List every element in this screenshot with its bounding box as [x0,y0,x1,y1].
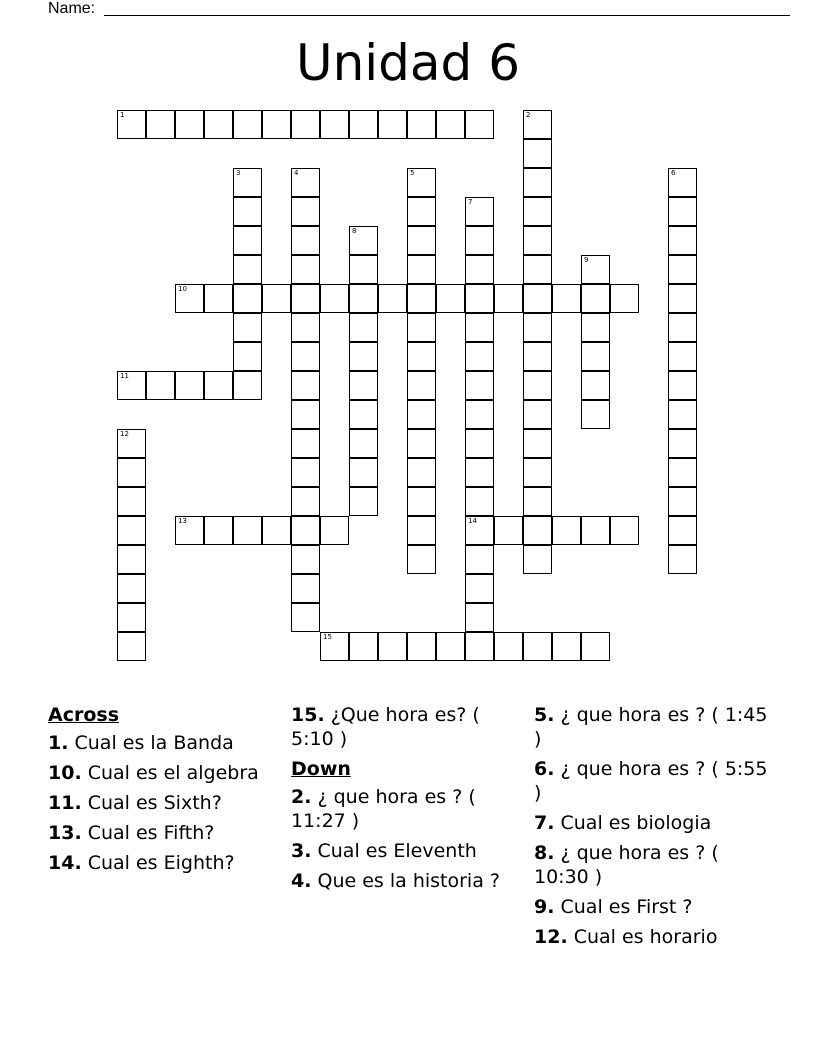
grid-cell[interactable] [407,284,436,313]
clue-column-2 [291,703,516,899]
grid-cell[interactable] [291,603,320,632]
grid-cell[interactable] [668,342,697,371]
cell-number: 9 [584,256,589,264]
clue-column-3 [534,703,774,955]
grid-cell[interactable] [668,284,697,313]
grid-cell[interactable] [407,110,436,139]
cell-number: 11 [120,372,129,380]
grid-cell[interactable] [407,632,436,661]
grid-cell[interactable] [378,284,407,313]
grid-cell[interactable] [175,284,204,313]
grid-cell[interactable] [668,400,697,429]
grid-cell[interactable] [523,458,552,487]
grid-cell[interactable] [117,516,146,545]
grid-cell[interactable] [117,429,146,458]
clue-across-11 [48,791,273,815]
grid-cell[interactable] [668,371,697,400]
grid-cell[interactable] [291,516,320,545]
grid-cell[interactable] [465,545,494,574]
grid-cell[interactable] [204,516,233,545]
grid-cell[interactable] [407,342,436,371]
grid-cell[interactable] [610,284,639,313]
clue-text: Cual es horario [573,926,718,948]
grid-cell[interactable] [581,400,610,429]
grid-cell[interactable] [465,458,494,487]
grid-cell[interactable] [581,632,610,661]
grid-cell[interactable] [465,603,494,632]
grid-cell[interactable] [523,487,552,516]
grid-cell[interactable] [494,632,523,661]
grid-cell[interactable] [436,632,465,661]
grid-cell[interactable] [668,516,697,545]
grid-cell[interactable] [581,284,610,313]
clue-down-9 [534,895,774,919]
grid-cell[interactable] [349,342,378,371]
grid-cell[interactable] [175,371,204,400]
cell-number: 2 [526,111,531,119]
clue-text: Cual es biologia [560,812,712,834]
grid-cell[interactable] [523,545,552,574]
clue-column-1 [48,703,273,881]
grid-cell[interactable] [523,255,552,284]
clue-number: 14. [48,852,82,874]
grid-cell[interactable] [291,255,320,284]
clue-text: Cual es Eighth? [87,852,235,874]
clue-text: ¿ que hora es ? ( 11:27 ) [291,786,476,832]
clue-number: 7. [534,812,555,834]
grid-cell[interactable] [668,197,697,226]
grid-cell[interactable] [581,255,610,284]
grid-cell[interactable] [349,400,378,429]
grid-cell[interactable] [523,284,552,313]
cell-number: 15 [323,633,332,641]
grid-cell[interactable] [175,110,204,139]
page-title: Unidad 6 [296,34,520,92]
grid-cell[interactable] [523,168,552,197]
cell-number: 12 [120,430,129,438]
cell-number: 6 [671,169,676,177]
clue-text: Cual es First ? [560,896,693,918]
clue-number: 9. [534,896,555,918]
grid-cell[interactable] [465,371,494,400]
grid-cell[interactable] [552,284,581,313]
grid-cell[interactable] [494,284,523,313]
grid-cell[interactable] [349,458,378,487]
grid-cell[interactable] [523,110,552,139]
grid-cell[interactable] [349,487,378,516]
grid-cell[interactable] [436,110,465,139]
clue-down-4 [291,869,516,893]
grid-cell[interactable] [407,313,436,342]
clue-text: Cual es Sixth? [87,792,222,814]
grid-cell[interactable] [204,371,233,400]
grid-cell[interactable] [349,226,378,255]
grid-cell[interactable] [291,197,320,226]
grid-cell[interactable] [146,110,175,139]
grid-cell[interactable] [407,458,436,487]
clue-text: Cual es la Banda [74,732,234,754]
clue-down-3 [291,839,516,863]
grid-cell[interactable] [204,110,233,139]
grid-cell[interactable] [262,284,291,313]
grid-cell[interactable] [117,574,146,603]
grid-cell[interactable] [436,284,465,313]
clue-across-13 [48,821,273,845]
grid-cell[interactable] [117,458,146,487]
clue-text: Cual es Eleventh [317,840,477,862]
grid-cell[interactable] [523,632,552,661]
cell-number: 4 [294,169,299,177]
grid-cell[interactable] [349,429,378,458]
clue-number: 12. [534,926,568,948]
grid-cell[interactable] [465,255,494,284]
clue-text: Cual es Fifth? [87,822,215,844]
grid-cell[interactable] [610,516,639,545]
grid-cell[interactable] [465,313,494,342]
grid-cell[interactable] [668,458,697,487]
grid-cell[interactable] [117,632,146,661]
across-header: Across [48,704,120,726]
grid-cell[interactable] [291,429,320,458]
grid-cell[interactable] [668,226,697,255]
grid-cell[interactable] [407,400,436,429]
grid-cell[interactable] [465,574,494,603]
grid-cell[interactable] [465,487,494,516]
grid-cell[interactable] [668,313,697,342]
grid-cell[interactable] [117,487,146,516]
clue-number: 15. [291,704,325,726]
grid-cell[interactable] [581,371,610,400]
grid-cell[interactable] [552,516,581,545]
clue-text: Que es la historia ? [317,870,500,892]
grid-cell[interactable] [668,168,697,197]
grid-cell[interactable] [465,342,494,371]
grid-cell[interactable] [407,516,436,545]
clue-across-15 [291,703,516,751]
clue-down-12 [534,925,774,949]
grid-cell[interactable] [668,487,697,516]
cell-number: 5 [410,169,415,177]
grid-cell[interactable] [407,429,436,458]
grid-cell[interactable] [407,255,436,284]
clue-number: 6. [534,758,555,780]
grid-cell[interactable] [378,632,407,661]
clue-across-10 [48,761,273,785]
grid-cell[interactable] [465,284,494,313]
clue-text: ¿Que hora es? ( 5:10 ) [291,704,480,750]
grid-cell[interactable] [233,371,262,400]
grid-cell[interactable] [407,226,436,255]
grid-cell[interactable] [291,400,320,429]
grid-cell[interactable] [407,545,436,574]
grid-cell[interactable] [175,516,204,545]
clue-number: 2. [291,786,312,808]
grid-cell[interactable] [117,545,146,574]
cell-number: 3 [236,169,241,177]
cell-number: 14 [468,517,477,525]
down-header: Down [291,758,351,780]
grid-cell[interactable] [552,632,581,661]
clue-number: 1. [48,732,69,754]
grid-cell[interactable] [465,197,494,226]
grid-cell[interactable] [117,371,146,400]
grid-cell[interactable] [523,226,552,255]
grid-cell[interactable] [117,603,146,632]
grid-cell[interactable] [523,313,552,342]
grid-cell[interactable] [523,197,552,226]
grid-cell[interactable] [233,168,262,197]
grid-cell[interactable] [233,516,262,545]
grid-cell[interactable] [668,429,697,458]
cell-number: 8 [352,227,357,235]
cell-number: 7 [468,198,473,206]
clue-number: 8. [534,842,555,864]
clue-down-8 [534,841,774,889]
grid-cell[interactable] [581,342,610,371]
grid-cell[interactable] [349,110,378,139]
grid-cell[interactable] [233,313,262,342]
grid-cell[interactable] [291,226,320,255]
clue-text: Cual es el algebra [87,762,259,784]
grid-cell[interactable] [233,255,262,284]
grid-cell[interactable] [465,516,494,545]
clue-down-7 [534,811,774,835]
clue-number: 3. [291,840,312,862]
grid-cell[interactable] [204,284,233,313]
grid-cell[interactable] [320,284,349,313]
grid-cell[interactable] [291,313,320,342]
clue-number: 10. [48,762,82,784]
clue-number: 13. [48,822,82,844]
clue-number: 11. [48,792,82,814]
grid-cell[interactable] [291,574,320,603]
grid-cell[interactable] [523,516,552,545]
grid-cell[interactable] [233,284,262,313]
grid-cell[interactable] [523,371,552,400]
cell-number: 1 [120,111,125,119]
grid-cell[interactable] [262,516,291,545]
grid-cell[interactable] [291,545,320,574]
grid-cell[interactable] [262,110,291,139]
grid-cell[interactable] [668,545,697,574]
grid-cell[interactable] [349,313,378,342]
grid-cell[interactable] [465,226,494,255]
grid-cell[interactable] [378,110,407,139]
clue-down-6 [534,757,774,805]
clue-text: ¿ que hora es ? ( 10:30 ) [534,842,719,888]
clue-number: 5. [534,704,555,726]
grid-cell[interactable] [523,342,552,371]
grid-cell[interactable] [407,371,436,400]
cell-number: 10 [178,285,187,293]
grid-cell[interactable] [291,110,320,139]
grid-cell[interactable] [349,371,378,400]
cell-number: 13 [178,517,187,525]
grid-cell[interactable] [349,632,378,661]
name-label: Name: [48,0,96,17]
grid-cell[interactable] [320,516,349,545]
grid-cell[interactable] [146,371,175,400]
grid-cell[interactable] [291,284,320,313]
grid-cell[interactable] [320,632,349,661]
clue-down-2 [291,785,516,833]
clue-across-14 [48,851,273,875]
grid-cell[interactable] [523,400,552,429]
clue-text: ¿ que hora es ? ( 5:55 ) [534,758,768,804]
grid-cell[interactable] [117,110,146,139]
grid-cell[interactable] [668,255,697,284]
grid-cell[interactable] [320,110,349,139]
grid-cell[interactable] [349,284,378,313]
grid-cell[interactable] [233,342,262,371]
grid-cell[interactable] [291,371,320,400]
grid-cell[interactable] [291,168,320,197]
grid-cell[interactable] [407,197,436,226]
grid-cell[interactable] [291,342,320,371]
grid-cell[interactable] [291,458,320,487]
grid-cell[interactable] [523,139,552,168]
clue-text: ¿ que hora es ? ( 1:45 ) [534,704,768,750]
grid-cell[interactable] [581,313,610,342]
grid-cell[interactable] [465,400,494,429]
grid-cell[interactable] [494,516,523,545]
clue-number: 4. [291,870,312,892]
grid-cell[interactable] [233,226,262,255]
grid-cell[interactable] [291,487,320,516]
clue-down-5 [534,703,774,751]
grid-cell[interactable] [465,632,494,661]
grid-cell[interactable] [407,168,436,197]
grid-cell[interactable] [233,110,262,139]
grid-cell[interactable] [465,429,494,458]
clue-across-1 [48,731,273,755]
grid-cell[interactable] [349,255,378,284]
grid-cell[interactable] [523,429,552,458]
grid-cell[interactable] [581,516,610,545]
grid-cell[interactable] [407,487,436,516]
grid-cell[interactable] [233,197,262,226]
grid-cell[interactable] [465,110,494,139]
